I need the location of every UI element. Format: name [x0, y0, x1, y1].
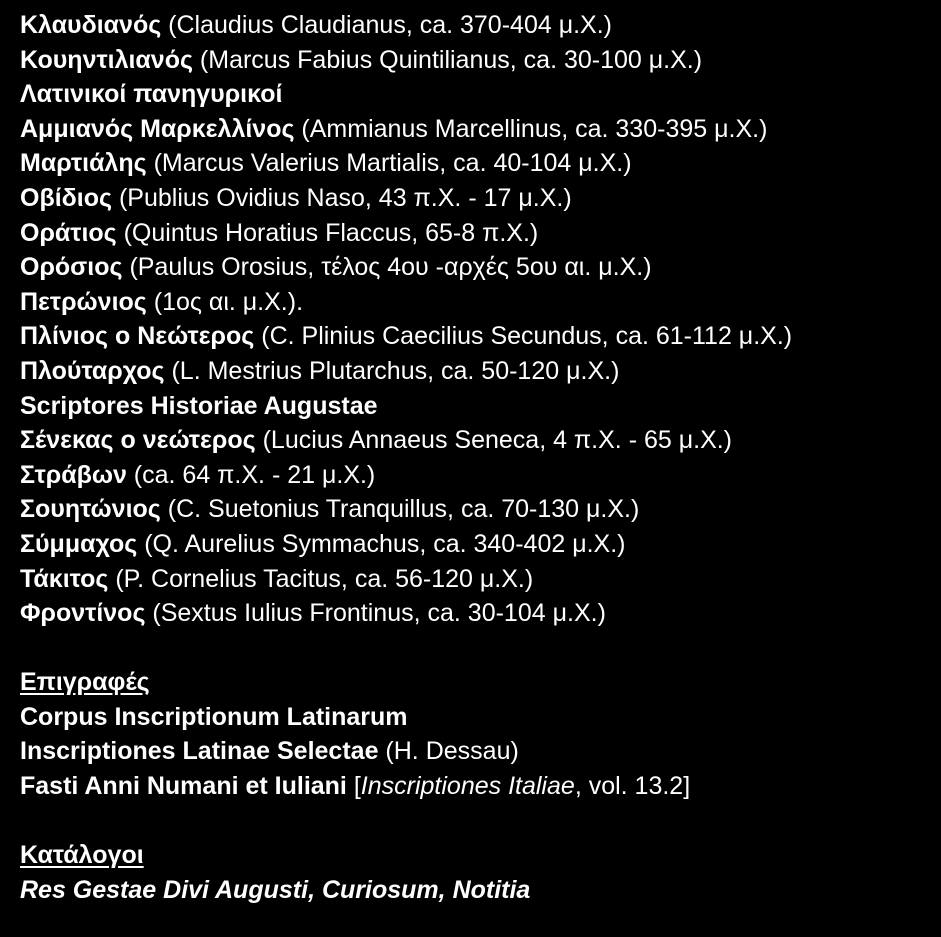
source-entry	[20, 527, 941, 562]
source-name: Ορόσιος	[20, 253, 123, 282]
separator: ,	[438, 875, 453, 904]
inscription-series-title: Inscriptiones Italiae	[360, 772, 575, 801]
source-name: Σουητώνιος	[20, 495, 161, 524]
source-entry	[20, 492, 941, 527]
ancient-sources-list	[20, 8, 941, 631]
inscription-entry: Corpus Inscriptionum Latinarum	[20, 702, 408, 731]
source-entry	[20, 354, 941, 389]
inscription-name: Fasti Anni Numani et Iuliani	[20, 772, 347, 801]
source-detail: (Sextus Iulius Frontinus, ca. 30-104 μ.Χ.)	[145, 599, 606, 628]
catalogues-section	[20, 838, 941, 907]
source-detail: (Paulus Orosius, τέλος 4ου -αρχές 5ου αι. μ.Χ.)	[122, 253, 652, 282]
source-detail: (Marcus Fabius Quintilianus, ca. 30-100 μ.Χ.)	[192, 45, 703, 74]
source-entry	[20, 181, 941, 216]
catalogue-entry	[20, 873, 941, 908]
source-entry	[20, 596, 941, 631]
source-detail: (Lucius Annaeus Seneca, 4 π.Χ. - 65 μ.Χ.)	[255, 426, 733, 455]
source-detail: (Ammianus Marcellinus, ca. 330-395 μ.Χ.)	[294, 114, 768, 143]
source-name: Αμμιανός Μαρκελλίνος	[20, 114, 295, 143]
source-entry	[20, 285, 941, 320]
source-entry	[20, 8, 941, 43]
inscriptions-section	[20, 665, 941, 803]
source-entry	[20, 216, 941, 251]
source-name: Οβίδιος	[20, 183, 113, 212]
source-name: Πλούταρχος	[20, 356, 165, 385]
inscription-detail: (H. Dessau)	[378, 737, 519, 766]
source-name: Στράβων	[20, 460, 127, 489]
source-name: Κουηντιλιανός	[20, 45, 193, 74]
source-detail: (C. Suetonius Tranquillus, ca. 70-130 μ.Χ.)	[160, 495, 640, 524]
source-detail: (Quintus Horatius Flaccus, 65-8 π.Χ.)	[116, 218, 539, 247]
source-name: Κλαυδιανός	[20, 11, 162, 39]
catalogues-heading: Κατάλογοι	[20, 841, 144, 870]
source-detail: (ca. 64 π.Χ. - 21 μ.Χ.)	[126, 460, 376, 489]
source-entry	[20, 319, 941, 354]
inscription-bracket-open: [	[346, 772, 361, 801]
source-entry	[20, 423, 941, 458]
source-name: Μαρτιάλης	[20, 149, 147, 178]
source-detail: (Q. Aurelius Symmachus, ca. 340-402 μ.Χ.)	[137, 529, 626, 558]
source-detail: (C. Plinius Caecilius Secundus, ca. 61-112 μ.Χ.)	[254, 322, 793, 351]
source-name: Πετρώνιος	[20, 287, 147, 316]
inscription-name: Inscriptiones Latinae Selectae	[20, 737, 379, 766]
source-detail: (1ος αι. μ.Χ.).	[146, 287, 304, 316]
spacer	[20, 804, 941, 839]
source-detail: (Publius Ovidius Naso, 43 π.Χ. - 17 μ.Χ.)	[112, 183, 572, 212]
source-entry	[20, 389, 941, 424]
source-detail: (Claudius Claudianus, ca. 370-404 μ.Χ.)	[161, 11, 612, 39]
source-name: Πλίνιος ο Νεώτερος	[20, 322, 255, 351]
source-entry	[20, 77, 941, 112]
source-name: Σύμμαχος	[20, 529, 138, 558]
source-entry	[20, 250, 941, 285]
source-name: Τάκιτος	[20, 564, 109, 593]
catalogue-title: Res Gestae Divi Augusti	[20, 875, 309, 904]
catalogue-title: Curiosum	[321, 875, 439, 904]
inscription-entry	[20, 769, 941, 804]
source-entry	[20, 43, 941, 78]
source-entry	[20, 146, 941, 181]
source-name: Φροντίνος	[20, 599, 146, 628]
inscriptions-heading: Επιγραφές	[20, 668, 150, 697]
source-name: Οράτιος	[20, 218, 117, 247]
spacer	[20, 631, 941, 666]
source-name: Λατινικοί πανηγυρικοί	[20, 80, 283, 109]
separator: ,	[308, 875, 322, 904]
source-detail: (P. Cornelius Tacitus, ca. 56-120 μ.Χ.)	[108, 564, 534, 593]
source-name: Scriptores Historiae Augustae	[20, 391, 378, 420]
inscription-entry	[20, 734, 941, 769]
source-entry	[20, 562, 941, 597]
source-entry	[20, 112, 941, 147]
source-detail: (Marcus Valerius Martialis, ca. 40-104 μ.Χ.)	[146, 149, 632, 178]
inscription-volume: , vol. 13.2]	[574, 772, 691, 801]
catalogue-title: Notitia	[452, 875, 531, 904]
source-name: Σένεκας ο νεώτερος	[20, 426, 256, 455]
source-detail: (L. Mestrius Plutarchus, ca. 50-120 μ.Χ.)	[164, 356, 620, 385]
source-entry	[20, 458, 941, 493]
